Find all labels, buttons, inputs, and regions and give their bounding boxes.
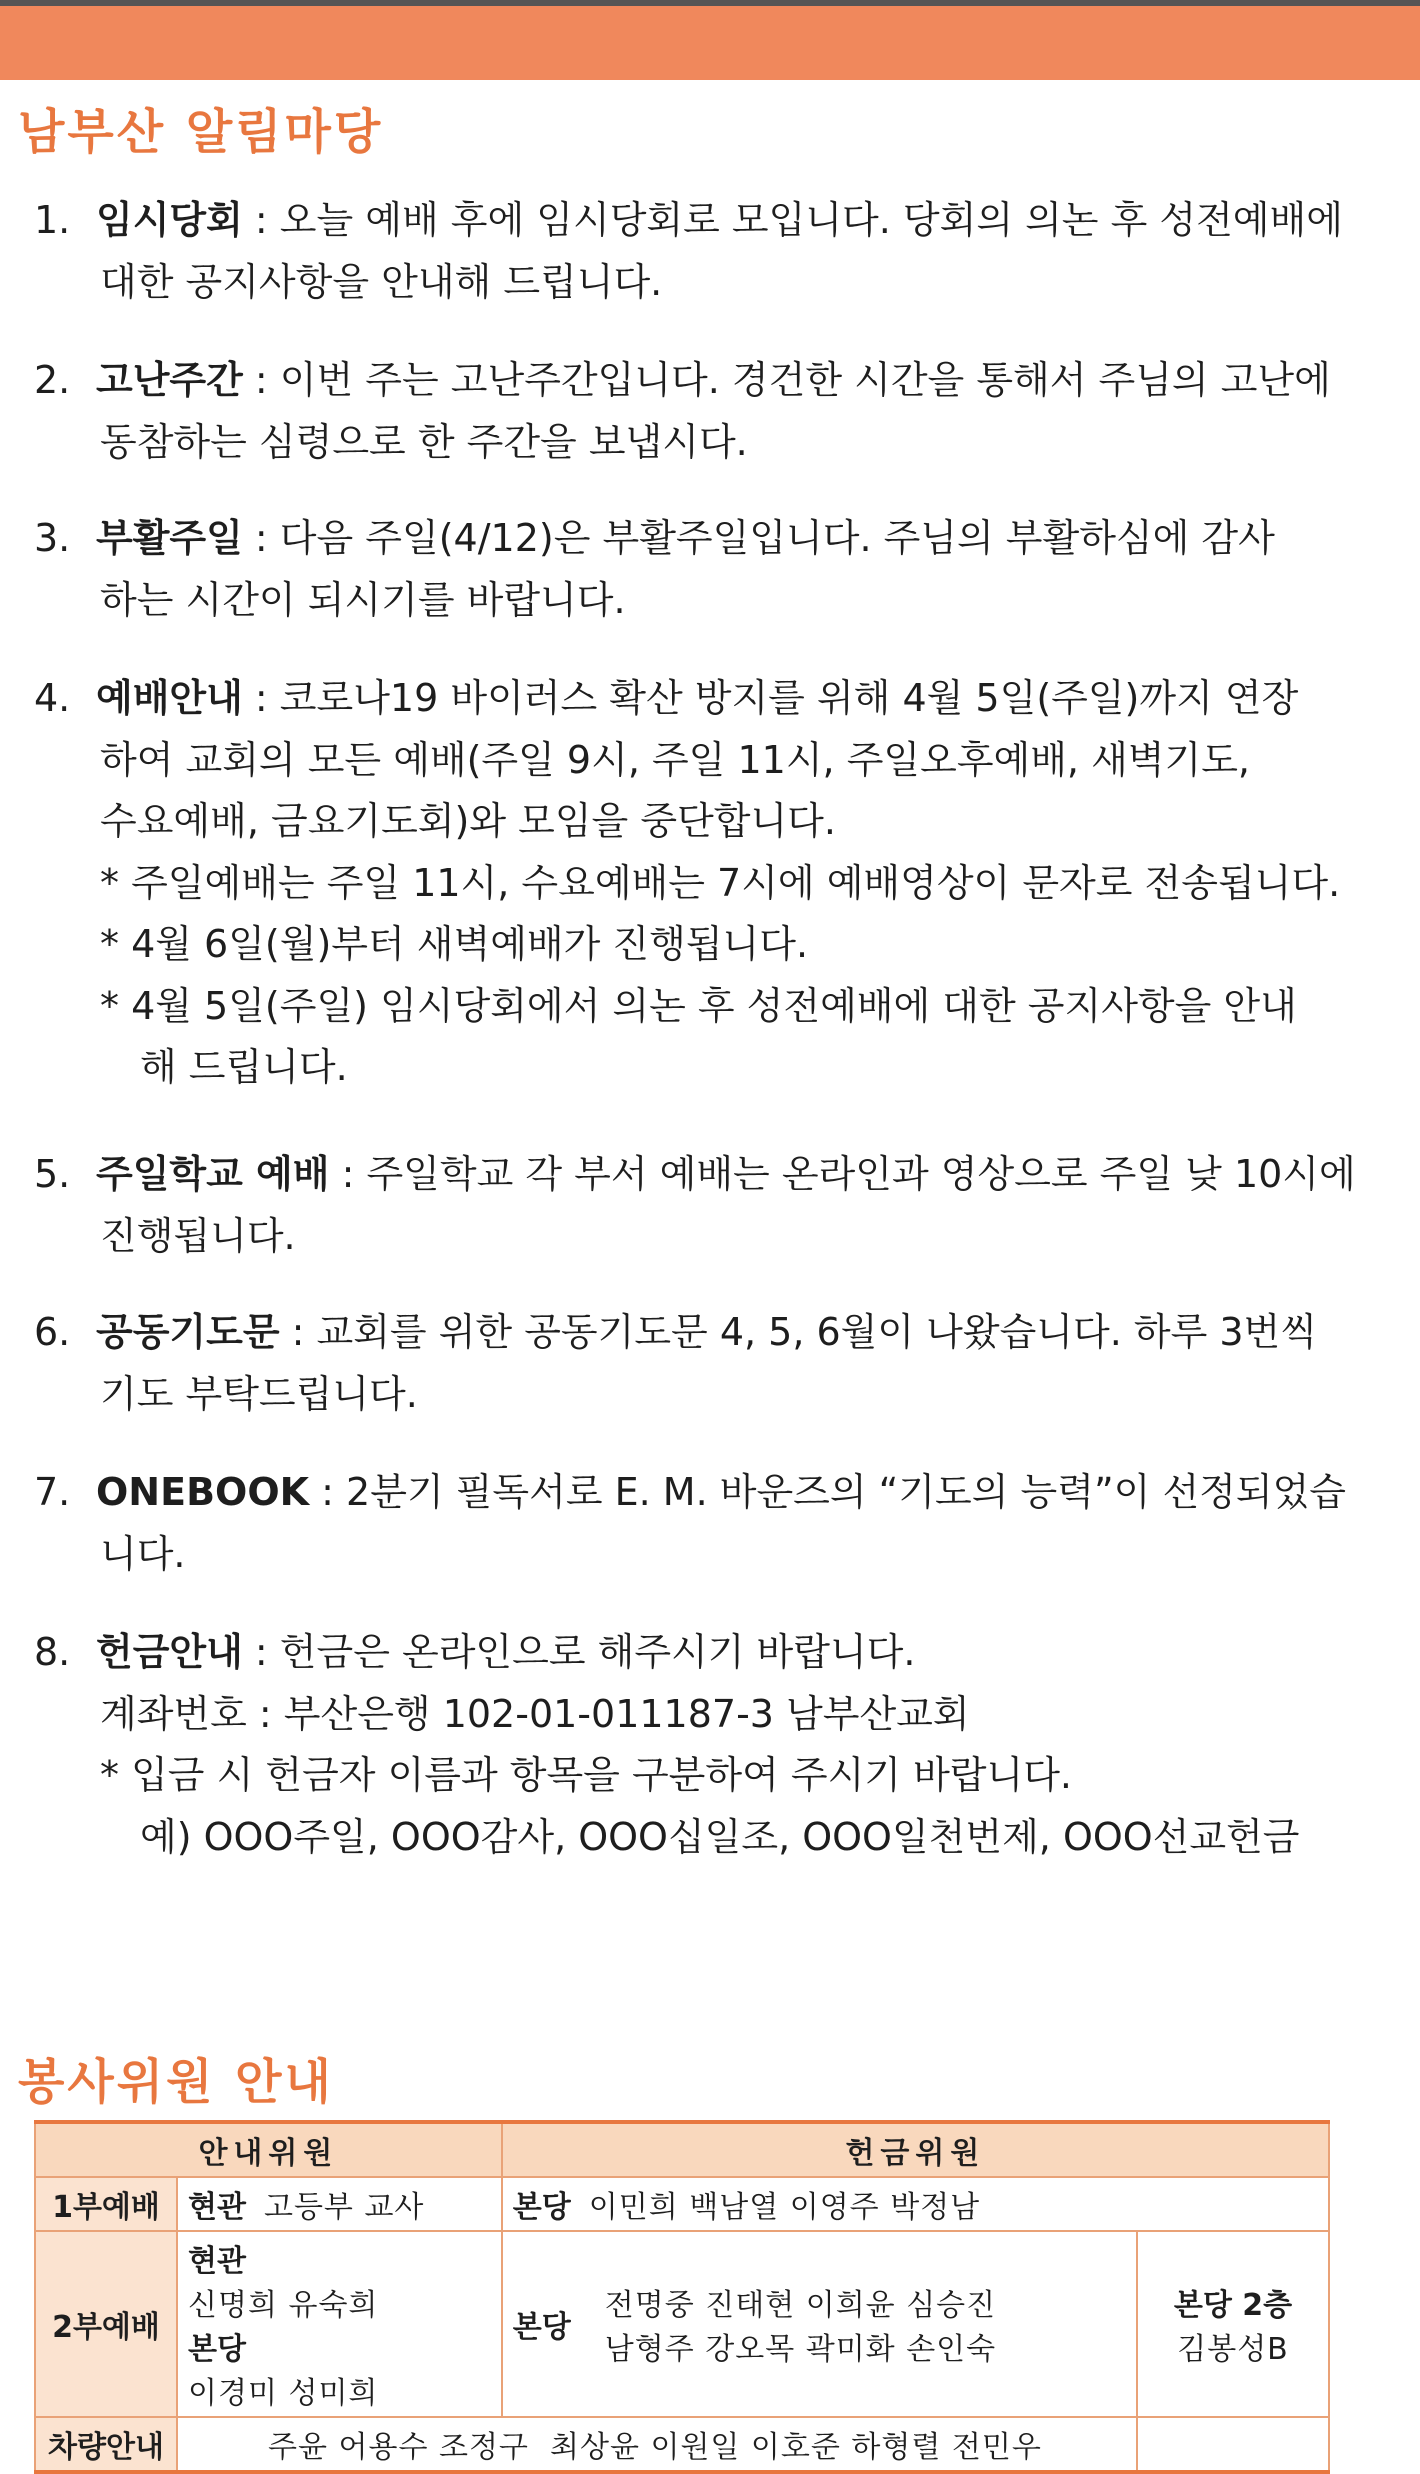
item-title: 주일학교 예배 [96, 1152, 330, 1196]
notice-item-5 [34, 1144, 1364, 1267]
item-line: 2. 고난주간 : 이번 주는 고난주간입니다. 경건한 시간을 통해서 주님의 고난에 [34, 350, 1364, 412]
col-offering-header: 헌금위원 [502, 2122, 1329, 2177]
item-title: 공동기도문 [96, 1310, 280, 1354]
offering-cell: 본당 전명중 진태현 이희윤 심승진 남형주 강오목 곽미화 손인숙 [502, 2231, 1137, 2417]
item-bullet: 해 드립니다. [140, 1045, 348, 1090]
notice-item-2 [34, 350, 1364, 473]
row-label: 1부예배 [35, 2177, 177, 2231]
notice-item-3 [34, 508, 1364, 631]
table-row [35, 2177, 1329, 2231]
table-row [35, 2417, 1329, 2472]
notice-item-1 [34, 190, 1364, 313]
col-guide-header: 안내위원 [35, 2122, 502, 2177]
row-label: 차량안내 [35, 2417, 177, 2472]
item-line: 4. 예배안내 : 코로나19 바이러스 확산 방지를 위해 4월 5일(주일)까지 연장 [34, 668, 1364, 730]
notice-item-6 [34, 1302, 1364, 1425]
item-number: 5. [34, 1152, 71, 1196]
item-title: 임시당회 [96, 198, 243, 242]
item-number: 6. [34, 1310, 71, 1354]
item-line: 8. 헌금안내 : 헌금은 온라인으로 해주시기 바랍니다. [34, 1622, 1364, 1684]
item-line: 동참하는 심령으로 한 주간을 보냅시다. [100, 419, 748, 464]
item-line: 진행됩니다. [100, 1213, 296, 1258]
item-line: 하여 교회의 모든 예배(주일 9시, 주일 11시, 주일오후예배, 새벽기도, [100, 737, 1251, 782]
guide-cell: 현관 고등부 교사 [177, 2177, 502, 2231]
item-line: 수요예배, 금요기도회)와 모임을 중단합니다. [100, 799, 836, 844]
item-line: 3. 부활주일 : 다음 주일(4/12)은 부활주일입니다. 주님의 부활하심에 감사 [34, 508, 1364, 570]
item-bullet: * 입금 시 헌금자 이름과 항목을 구분하여 주시기 바랍니다. [100, 1753, 1072, 1798]
item-number: 8. [34, 1630, 71, 1674]
notice-item-4 [34, 668, 1364, 1099]
item-bullet: * 4월 6일(월)부터 새벽예배가 진행됩니다. [100, 922, 809, 967]
table-header-row [35, 2122, 1329, 2177]
notice-item-8 [34, 1622, 1364, 1868]
item-line: 하는 시간이 되시기를 바랍니다. [100, 577, 626, 622]
item-title: 헌금안내 [96, 1630, 243, 1674]
page-title: 남부산 알림마당 [18, 104, 384, 160]
item-line: 기도 부탁드립니다. [100, 1371, 418, 1416]
item-number: 7. [34, 1470, 71, 1514]
item-line: 니다. [100, 1531, 186, 1576]
notice-item-7 [34, 1462, 1364, 1585]
header-band [0, 0, 1420, 80]
row-label: 2부예배 [35, 2231, 177, 2417]
offering-cell: 본당 이민희 백남열 이영주 박정남 [502, 2177, 1329, 2231]
service-heading: 봉사위원 안내 [18, 2054, 334, 2110]
item-number: 3. [34, 516, 71, 560]
extra-offering-cell: 본당 2층 김봉성B [1137, 2231, 1329, 2417]
guide-cell: 현관 신명희 유숙희 본당 이경미 성미희 [177, 2231, 502, 2417]
item-number: 4. [34, 676, 71, 720]
item-number: 1. [34, 198, 71, 242]
item-bullet: 예) OOO주일, OOO감사, OOO십일조, OOO일천번제, OOO선교헌금 [140, 1814, 1300, 1859]
service-roster-table [34, 2120, 1330, 2474]
item-title: ONEBOOK [96, 1470, 310, 1514]
item-number: 2. [34, 358, 71, 402]
table-row [35, 2231, 1329, 2417]
item-title: 부활주일 [96, 516, 243, 560]
item-line: 계좌번호 : 부산은행 102-01-011187-3 남부산교회 [100, 1691, 970, 1736]
item-bullet: * 주일예배는 주일 11시, 수요예배는 7시에 예배영상이 문자로 전송됩니다. [100, 860, 1341, 905]
item-bullet: * 4월 5일(주일) 임시당회에서 의논 후 성전예배에 대한 공지사항을 안내 [100, 983, 1297, 1028]
vehicle-cell: 주윤 어용수 조정구 최상윤 이원일 이호준 하형렬 전민우 [177, 2417, 1137, 2472]
item-title: 고난주간 [96, 358, 243, 402]
item-line: 1. 임시당회 : 오늘 예배 후에 임시당회로 모입니다. 당회의 의논 후 성전예배에 [34, 190, 1364, 252]
item-line: 6. 공동기도문 : 교회를 위한 공동기도문 4, 5, 6월이 나왔습니다. 하루 3번씩 [34, 1302, 1364, 1364]
item-line: 5. 주일학교 예배 : 주일학교 각 부서 예배는 온라인과 영상으로 주일 낮 10시에 [34, 1144, 1364, 1206]
item-title: 예배안내 [96, 676, 243, 720]
item-line: 대한 공지사항을 안내해 드립니다. [100, 259, 663, 304]
item-line: 7. ONEBOOK : 2분기 필독서로 E. M. 바운즈의 “기도의 능력”이 선정되었습 [34, 1462, 1364, 1524]
